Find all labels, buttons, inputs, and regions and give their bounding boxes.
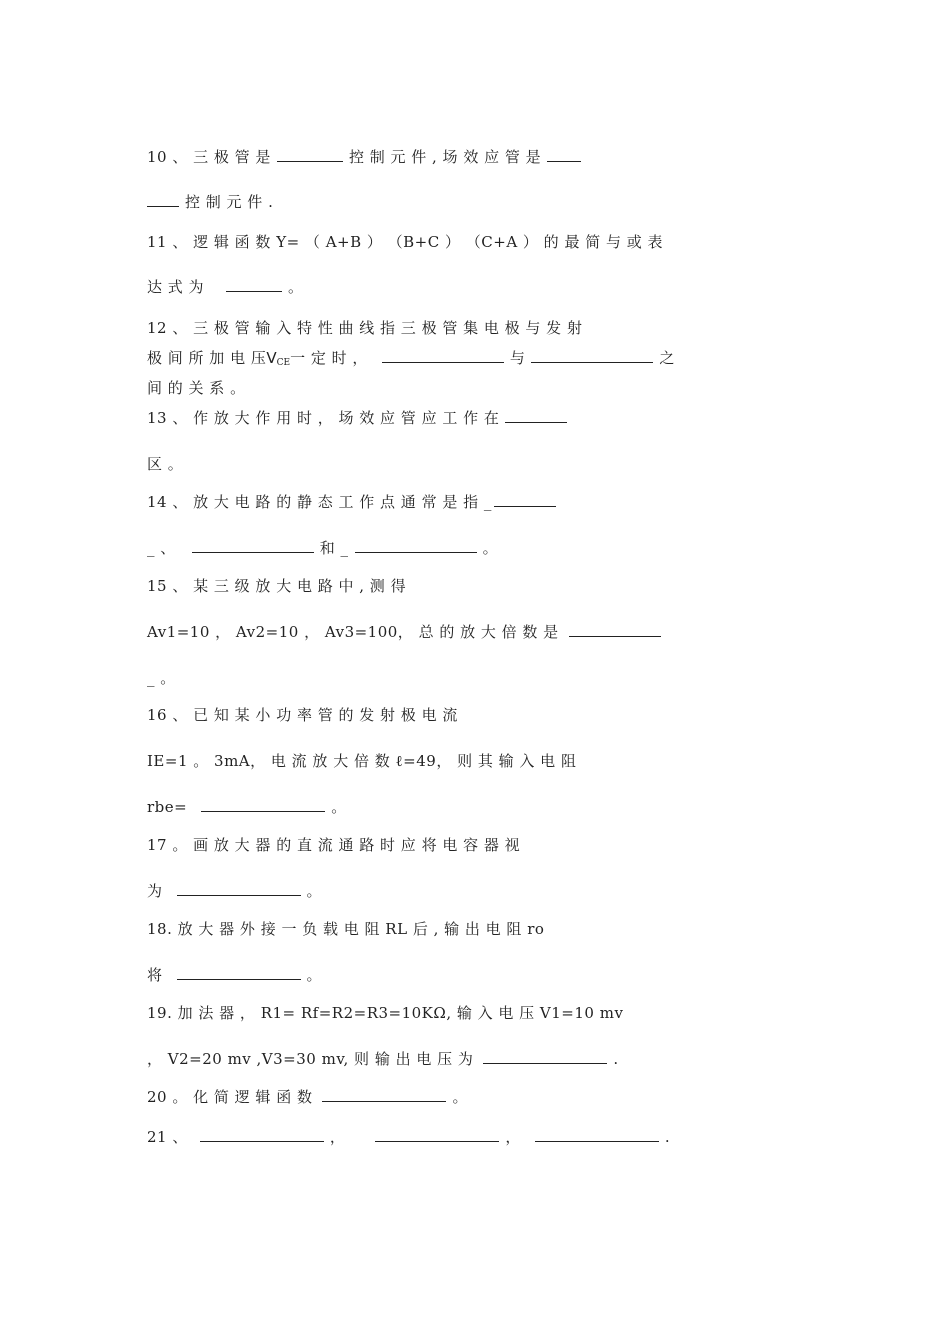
answer-blank[interactable]: [355, 538, 477, 553]
question-11-line-1: 11 、 逻 辑 函 数 Y= （ A+B ） （B+C ） （C+A ） 的 最 简 与 或 表: [147, 233, 664, 251]
question-14-text-b: _ 、: [147, 539, 176, 557]
question-15-line-2: [147, 622, 807, 642]
question-14-text-c: 和 _: [319, 539, 349, 557]
question-20-text-b: 。: [452, 1088, 468, 1106]
answer-blank[interactable]: [531, 348, 653, 363]
question-17-text-a: 为: [147, 882, 163, 900]
question-12-text-c: 与: [509, 349, 526, 367]
question-21-line: [147, 1127, 807, 1147]
answer-blank[interactable]: [505, 408, 567, 423]
answer-blank[interactable]: [200, 1127, 324, 1142]
question-16-line-2: IE=1 。 3mA， 电 流 放 大 倍 数 ℓ=49， 则 其 输 入 电 阻: [147, 752, 577, 770]
answer-blank[interactable]: [177, 965, 301, 980]
question-18-line-1: 18. 放 大 器 外 接 一 负 载 电 阻 RL 后 , 输 出 电 阻 ro: [147, 920, 545, 938]
answer-blank[interactable]: [147, 192, 179, 207]
answer-blank[interactable]: [569, 622, 661, 637]
answer-blank[interactable]: [322, 1087, 446, 1102]
question-10-line-2: [147, 192, 807, 212]
question-18-text-b: 。: [306, 966, 323, 984]
question-16-line-1: 16 、 已 知 某 小 功 率 管 的 发 射 极 电 流: [147, 706, 458, 724]
question-14-line-2: [147, 538, 807, 558]
question-13-line-1: [147, 408, 807, 428]
question-12-line-3: 间 的 关 系 。: [147, 379, 246, 397]
question-20-line: [147, 1087, 807, 1107]
question-15-line-3: _ 。: [147, 669, 176, 687]
question-17-line-1: 17 。 画 放 大 器 的 直 流 通 路 时 应 将 电 容 器 视: [147, 836, 521, 854]
question-21-end: .: [664, 1128, 671, 1146]
question-20-text-a: 20 。 化 简 逻 辑 函 数: [147, 1088, 313, 1106]
answer-blank[interactable]: [177, 881, 301, 896]
question-14-text-a: 14 、 放 大 电 路 的 静 态 工 作 点 通 常 是 指 _: [147, 493, 492, 511]
answer-blank[interactable]: [494, 492, 556, 507]
question-12-text-b: 一 定 时 ，: [290, 349, 368, 367]
vce-subscript: CE: [276, 358, 291, 368]
question-13-text-a: 13 、 作 放 大 作 用 时 ， 场 效 应 管 应 工 作 在: [147, 409, 500, 427]
question-10-line-1: [147, 147, 807, 167]
question-21-text-a: 21 、: [147, 1128, 188, 1146]
question-11-text-b: 。: [288, 278, 304, 296]
answer-blank[interactable]: [382, 348, 504, 363]
question-19-text-a: ， V2=20 mv ,V3=30 mv, 则 输 出 电 压 为: [147, 1050, 474, 1068]
question-19-line-1: 19. 加 法 器 ， R1= Rf=R2=R3=10KΩ, 输 入 电 压 V1=10 mv: [147, 1004, 624, 1022]
question-19-line-2: [147, 1049, 807, 1069]
question-12-line-2: [147, 348, 807, 373]
question-19-text-b: .: [613, 1050, 619, 1068]
question-13-line-2: 区 。: [147, 455, 184, 473]
question-10-text-a: 10 、 三 极 管 是: [147, 148, 271, 166]
answer-blank[interactable]: [483, 1049, 607, 1064]
question-12-line-1: 12 、 三 极 管 输 入 特 性 曲 线 指 三 极 管 集 电 极 与 发 射: [147, 319, 583, 337]
question-18-text-a: 将: [147, 966, 163, 984]
answer-blank[interactable]: [375, 1127, 499, 1142]
question-21-sep-2: ，: [505, 1128, 521, 1146]
question-16-text-b: 。: [331, 798, 347, 816]
question-14-line-1: [147, 492, 807, 512]
question-12-text-d: 之: [659, 349, 675, 367]
question-18-line-2: [147, 965, 807, 985]
question-17-text-b: 。: [306, 882, 323, 900]
question-12-text-a: 极 间 所 加 电 压: [147, 349, 267, 367]
answer-blank[interactable]: [277, 147, 343, 162]
vce-symbol: V: [266, 349, 277, 367]
question-16-text-a: rbe=: [147, 798, 188, 816]
question-10-text-b: 控 制 元 件 , 场 效 应 管 是: [348, 148, 542, 166]
answer-blank[interactable]: [201, 797, 325, 812]
question-11-text-a: 达 式 为: [147, 278, 205, 296]
question-10-text-c: 控 制 元 件 .: [185, 193, 274, 211]
question-15-line-1: 15 、 某 三 级 放 大 电 路 中 , 测 得: [147, 577, 407, 595]
question-21-sep-1: ，: [329, 1128, 346, 1146]
question-11-line-2: [147, 277, 807, 297]
answer-blank[interactable]: [226, 277, 282, 292]
question-17-line-2: [147, 881, 807, 901]
question-15-text-a: Av1=10 ， Av2=10 ， Av3=100， 总 的 放 大 倍 数 是: [147, 623, 559, 641]
question-14-text-d: 。: [482, 539, 499, 557]
answer-blank[interactable]: [535, 1127, 659, 1142]
question-16-line-3: [147, 797, 807, 817]
answer-blank[interactable]: [547, 147, 581, 162]
answer-blank[interactable]: [192, 538, 314, 553]
